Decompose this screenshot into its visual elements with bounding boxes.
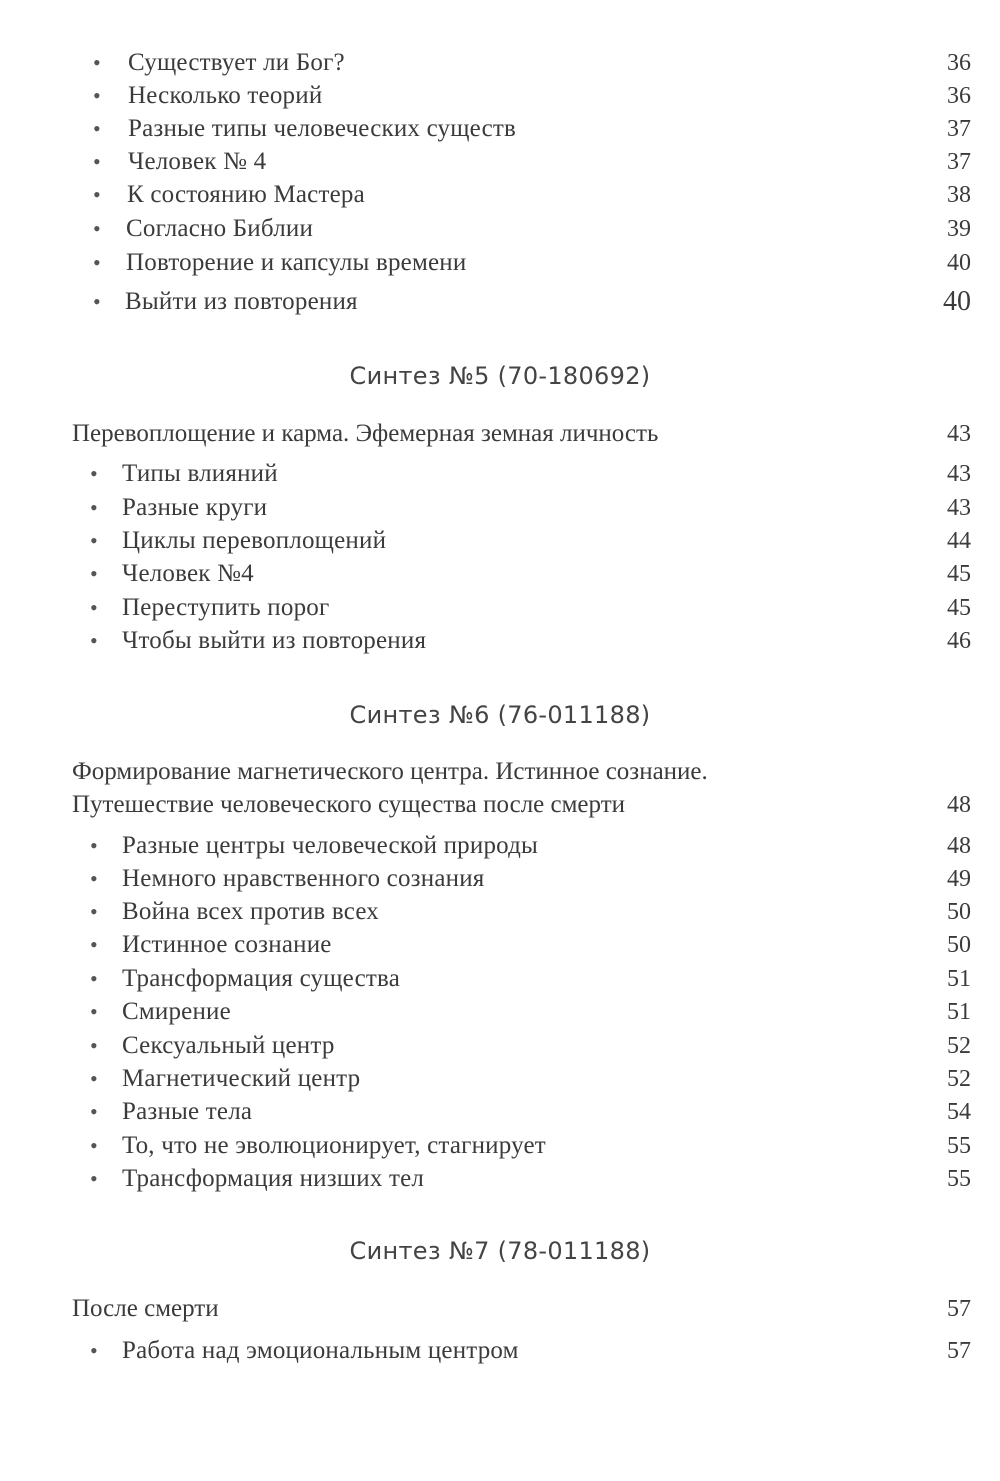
toc-entry <box>0 145 1000 179</box>
toc-entry-page: 55 <box>947 1133 971 1159</box>
toc-entry-page: 52 <box>947 1066 971 1092</box>
bullet: • <box>93 182 101 207</box>
toc-entry-page: 57 <box>947 1338 971 1364</box>
bullet: • <box>93 250 101 275</box>
toc-entry-page: 36 <box>947 50 971 76</box>
toc-entry-title: Разные типы человеческих существ <box>128 115 517 142</box>
bullet: • <box>93 289 101 314</box>
toc-entry-title: Смирение <box>122 998 231 1025</box>
toc-entry <box>0 1062 1000 1096</box>
toc-entry-title: К состоянию Мастера <box>127 181 365 208</box>
toc-entry-title: Разные центры человеческой природы <box>122 832 539 859</box>
section-heading: Синтез №6 (76-011188) <box>349 701 651 729</box>
toc-entry <box>0 212 1000 246</box>
toc-entry-page: 49 <box>947 866 971 892</box>
toc-entry-page: 55 <box>947 1166 971 1192</box>
toc-entry <box>0 178 1000 212</box>
toc-entry <box>0 1162 1000 1196</box>
toc-entry <box>0 1095 1000 1129</box>
toc-entry <box>0 962 1000 996</box>
toc-entry-page: 36 <box>947 83 971 109</box>
toc-entry-page: 43 <box>947 495 971 521</box>
toc-entry-title: Человек № 4 <box>128 148 267 175</box>
toc-entry-page: 37 <box>947 116 971 142</box>
toc-entry-page: 48 <box>947 792 971 818</box>
bullet: • <box>90 866 98 891</box>
toc-entry-page: 40 <box>943 286 971 317</box>
toc-entry-page: 38 <box>947 182 971 208</box>
toc-entry-title: Истинное сознание <box>122 931 332 958</box>
bullet: • <box>90 561 98 586</box>
toc-entry <box>0 895 1000 929</box>
bullet: • <box>90 461 98 486</box>
toc-entry-page: 37 <box>947 149 971 175</box>
section-heading: Синтез №7 (78-011188) <box>349 1237 651 1265</box>
bullet: • <box>90 628 98 653</box>
toc-entry-page: 51 <box>947 966 971 992</box>
toc-entry-page: 50 <box>947 899 971 925</box>
section-heading: Синтез №5 (70-180692) <box>349 362 651 390</box>
toc-entry <box>0 1129 1000 1163</box>
toc-entry-page: 52 <box>947 1033 971 1059</box>
toc-entry <box>0 995 1000 1029</box>
toc-entry-title: Разные круги <box>122 494 268 521</box>
toc-entry-page: 51 <box>947 999 971 1025</box>
toc-entry-page: 43 <box>947 421 971 447</box>
toc-entry <box>0 79 1000 113</box>
section-intro: Перевоплощение и карма. Эфемерная земная личность <box>72 420 659 447</box>
bullet: • <box>90 1066 98 1091</box>
toc-entry-page: 45 <box>947 595 971 621</box>
toc-entry-title: Несколько теорий <box>128 82 323 109</box>
toc-entry-page: 46 <box>947 628 971 654</box>
toc-entry-title: Переступить порог <box>122 594 330 621</box>
section-intro: Формирование магнетического центра. Истинное сознание. <box>72 758 708 785</box>
toc-entry-page: 50 <box>947 932 971 958</box>
toc-entry-title: Трансформация низших тел <box>122 1165 425 1192</box>
toc-entry <box>0 829 1000 863</box>
toc-entry <box>0 246 1000 280</box>
toc-entry-page: 54 <box>947 1099 971 1125</box>
bullet: • <box>93 50 101 75</box>
toc-entry-title: Разные тела <box>122 1098 253 1125</box>
toc-entry-page: 43 <box>947 461 971 487</box>
section-intro-page-row <box>900 417 1000 451</box>
toc-entry-title: Трансформация существа <box>122 965 400 992</box>
toc-entry-title: Человек №4 <box>122 560 254 587</box>
section-intro-page-row <box>900 788 1000 822</box>
toc-entry <box>0 1334 1000 1368</box>
bullet: • <box>90 1166 98 1191</box>
toc-entry-page: 40 <box>947 250 971 276</box>
toc-entry <box>0 524 1000 558</box>
toc-entry-title: Существует ли Бог? <box>128 49 345 76</box>
bullet: • <box>90 833 98 858</box>
toc-entry-page: 45 <box>947 561 971 587</box>
toc-entry-title: Типы влияний <box>122 460 278 487</box>
section-intro: Путешествие человеческого существа после смерти <box>72 791 626 818</box>
toc-entry <box>0 557 1000 591</box>
bullet: • <box>93 216 101 241</box>
toc-entry-title: Сексуальный центр <box>122 1032 335 1059</box>
bullet: • <box>93 116 101 141</box>
toc-entry-title: Война всех против всех <box>122 898 379 925</box>
toc-entry-title: Согласно Библии <box>126 215 314 242</box>
toc-entry-title: Немного нравственного сознания <box>122 865 485 892</box>
toc-entry-title: Работа над эмоциональным центром <box>122 1337 519 1364</box>
section-intro: После смерти <box>72 1295 219 1322</box>
toc-entry-page: 44 <box>947 528 971 554</box>
toc-entry-page: 57 <box>947 1296 971 1322</box>
bullet: • <box>90 1033 98 1058</box>
bullet: • <box>90 999 98 1024</box>
bullet: • <box>90 899 98 924</box>
toc-entry <box>0 491 1000 525</box>
bullet: • <box>90 1338 98 1363</box>
toc-entry <box>0 46 1000 80</box>
toc-entry <box>0 112 1000 146</box>
toc-entry <box>0 285 1000 319</box>
toc-entry-title: Чтобы выйти из повторения <box>122 627 427 654</box>
bullet: • <box>90 1133 98 1158</box>
toc-entry <box>0 624 1000 658</box>
toc-entry-title: Магнетический центр <box>122 1065 361 1092</box>
bullet: • <box>90 1099 98 1124</box>
bullet: • <box>90 495 98 520</box>
toc-entry <box>0 457 1000 491</box>
toc-entry-page: 48 <box>947 833 971 859</box>
toc-entry <box>0 862 1000 896</box>
toc-entry <box>0 928 1000 962</box>
toc-entry-title: То, что не эволюционирует, стагнирует <box>122 1132 546 1159</box>
bullet: • <box>93 149 101 174</box>
toc-entry <box>0 591 1000 625</box>
bullet: • <box>90 595 98 620</box>
toc-entry-title: Повторение и капсулы времени <box>126 249 467 276</box>
toc-entry-title: Выйти из повторения <box>125 288 358 315</box>
bullet: • <box>90 966 98 991</box>
bullet: • <box>90 528 98 553</box>
bullet: • <box>93 83 101 108</box>
toc-entry-title: Циклы перевоплощений <box>122 527 387 554</box>
toc-entry <box>0 1029 1000 1063</box>
bullet: • <box>90 932 98 957</box>
toc-entry-page: 39 <box>947 216 971 242</box>
section-intro-page-row <box>900 1292 1000 1326</box>
